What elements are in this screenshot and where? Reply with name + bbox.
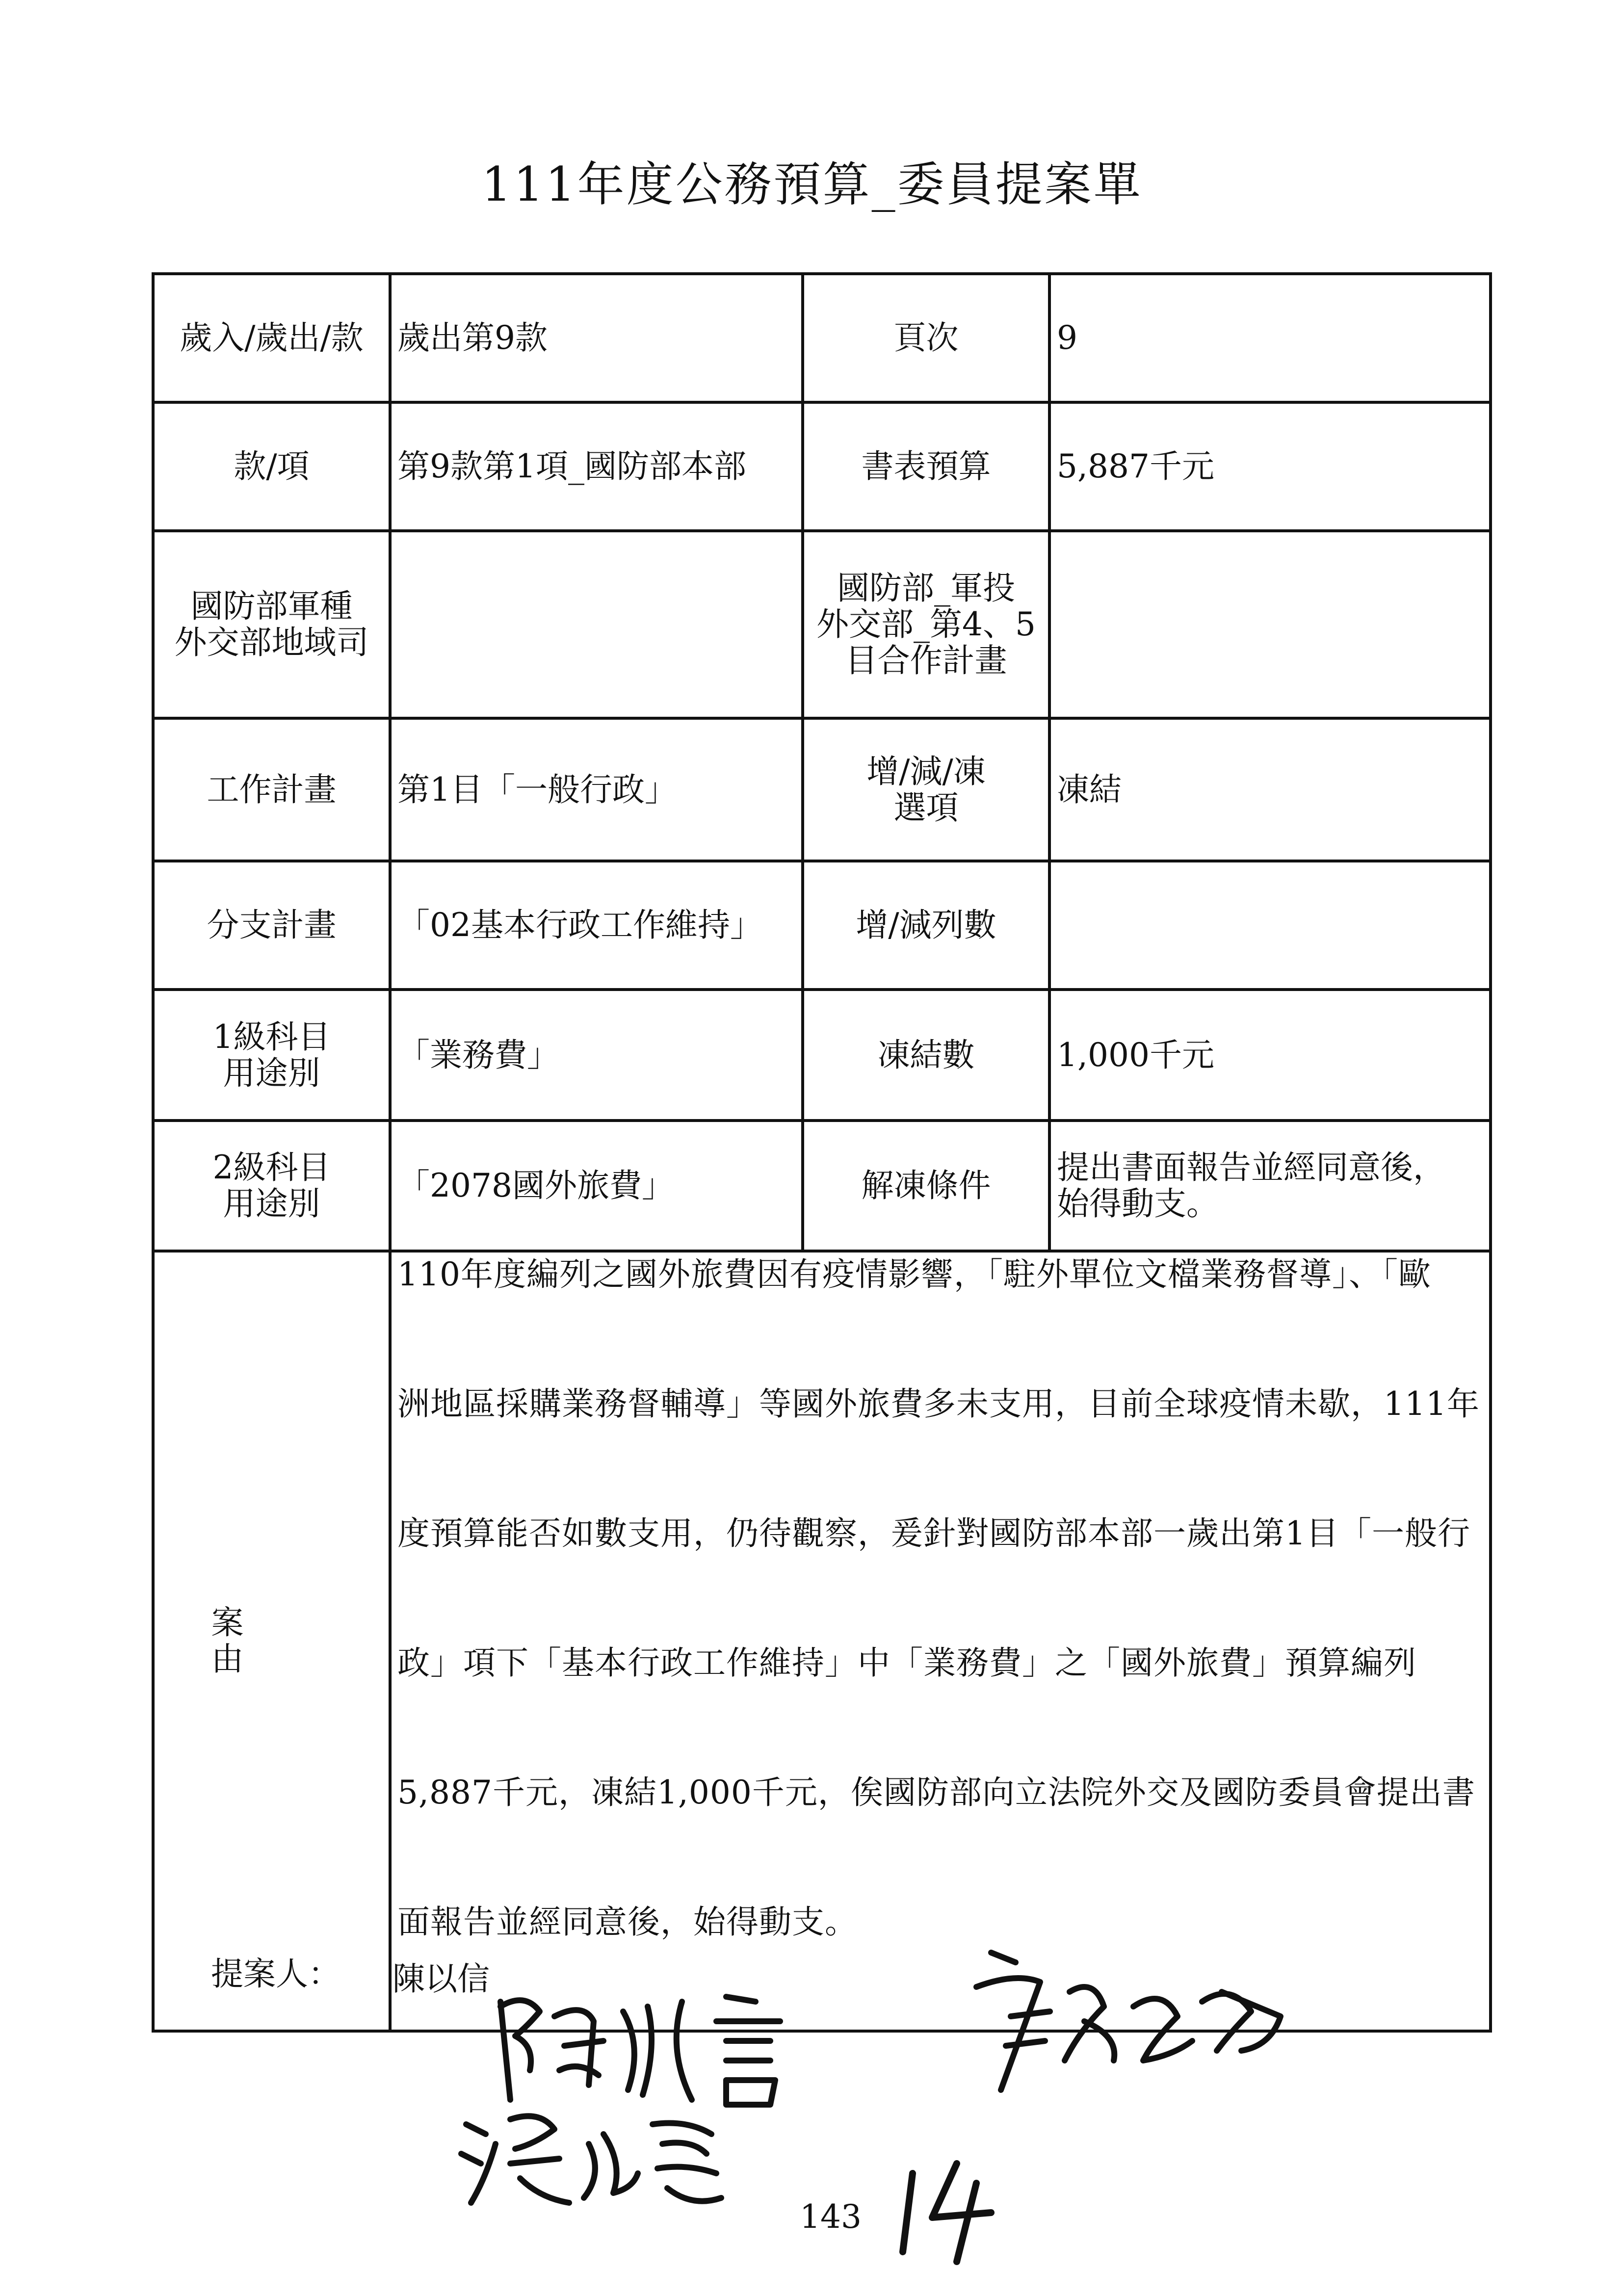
label-adjust-amount: 增/減列數 (803, 861, 1049, 990)
label-option-line1: 增/減/凍 (866, 752, 986, 790)
value-level1: 「業務費」 (390, 990, 803, 1121)
label-frozen-amount: 凍結數 (803, 990, 1049, 1121)
form-row-work-plan (153, 718, 1491, 861)
reason-line-5: 5,887千元，凍結1,000千元，俟國防部向立法院外交及國防委員會提出書 (397, 1774, 1475, 1811)
label-department (153, 531, 390, 718)
label-work-plan: 工作計畫 (153, 718, 390, 861)
label-plan-line1: 國防部_軍投 (837, 569, 1015, 607)
label-level2 (153, 1121, 390, 1251)
value-branch-plan: 「02基本行政工作維持」 (390, 861, 803, 990)
document-title: 111年度公務預算_委員提案單 (481, 157, 1143, 212)
label-option (803, 718, 1049, 861)
label-item: 款/項 (153, 402, 390, 531)
proposer-label: 提案人： (211, 1955, 341, 1993)
proposer-name: 陳以信 (393, 1960, 490, 1998)
value-work-plan: 第1目「一般行政」 (390, 718, 803, 861)
label-department-line1: 國防部軍種 (190, 587, 353, 626)
reason-line-4: 政」項下「基本行政工作維持」中「業務費」之「國外旅費」預算編列 (397, 1644, 1416, 1682)
label-plan (803, 531, 1049, 718)
reason-line-1: 110年度編列之國外旅費因有疫情影響，「駐外單位文檔業務督導」、「歐 (397, 1255, 1431, 1293)
signature-3 (456, 2090, 731, 2213)
value-unfreeze-condition (1049, 1121, 1491, 1251)
form-row-department (153, 531, 1491, 718)
value-unfreeze-condition-line1: 提出書面報告並經同意後， (1057, 1148, 1445, 1187)
value-category: 歲出第9款 (390, 274, 803, 402)
value-adjust-amount (1049, 861, 1491, 990)
value-frozen-amount: 1,000千元 (1049, 990, 1491, 1121)
value-unfreeze-condition-line2: 始得動支。 (1057, 1185, 1219, 1223)
value-item: 第9款第1項_國防部本部 (390, 402, 803, 531)
label-level2-line2: 用途別 (223, 1185, 320, 1223)
value-plan (1049, 531, 1491, 718)
form-row-level2 (153, 1121, 1491, 1251)
label-budget: 書表預算 (803, 402, 1049, 531)
proposal-form-table (152, 272, 1492, 2033)
value-department (390, 531, 803, 718)
value-option: 凍結 (1049, 718, 1491, 861)
value-level2: 「2078國外旅費」 (390, 1121, 803, 1251)
label-level2-line1: 2級科目 (212, 1148, 331, 1187)
form-row-category (153, 274, 1491, 402)
signature-2 (957, 1933, 1300, 2100)
label-unfreeze-condition: 解凍條件 (803, 1121, 1049, 1251)
label-level1-line2: 用途別 (223, 1054, 320, 1092)
label-page: 頁次 (803, 274, 1049, 402)
value-page: 9 (1049, 274, 1491, 402)
handwritten-number-14 (893, 2154, 1006, 2267)
reason-line-6: 面報告並經同意後，始得動支。 (397, 1903, 858, 1941)
value-budget: 5,887千元 (1049, 402, 1491, 531)
form-row-branch-plan (153, 861, 1491, 990)
form-row-level1 (153, 990, 1491, 1121)
value-reason (390, 1251, 1491, 2031)
form-row-reason (153, 1251, 1491, 2031)
label-option-line2: 選項 (893, 788, 959, 827)
form-row-item (153, 402, 1491, 531)
label-level1 (153, 990, 390, 1121)
reason-line-3: 度預算能否如數支用，仍待觀察，爰針對國防部本部一歲出第1目「一般行 (397, 1514, 1470, 1552)
label-department-line2: 外交部地域司 (174, 624, 369, 661)
label-reason: 案由 (153, 1251, 390, 2031)
reason-line-2: 洲地區採購業務督輔導」等國外旅費多未支用，目前全球疫情未歇，111年 (397, 1385, 1480, 1423)
page-number: 143 (800, 2198, 862, 2236)
label-category: 歲入/歲出/款 (153, 274, 390, 402)
label-plan-line3: 目合作計畫 (845, 641, 1007, 679)
label-plan-line2: 外交部_第4、5 (816, 605, 1036, 644)
label-level1-line1: 1級科目 (212, 1018, 331, 1056)
label-branch-plan: 分支計畫 (153, 861, 390, 990)
